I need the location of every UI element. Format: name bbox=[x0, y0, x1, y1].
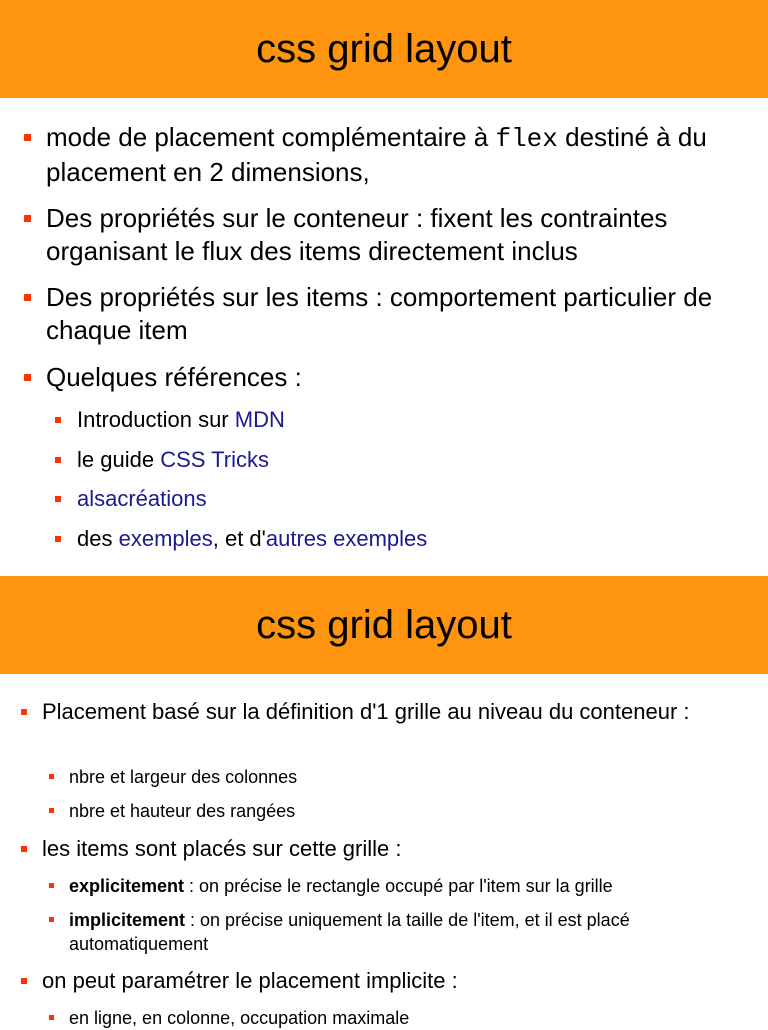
explicitement-term: explicitement bbox=[69, 876, 185, 896]
square-bullet-icon bbox=[21, 846, 27, 852]
square-bullet-icon bbox=[24, 294, 31, 301]
text-segment: des bbox=[77, 526, 119, 551]
square-bullet-icon bbox=[49, 917, 54, 922]
square-bullet-icon bbox=[49, 1015, 54, 1020]
slide1-item-1-text bbox=[46, 121, 766, 189]
slide2-item-3-text: on peut paramétrer le placement implicite : bbox=[42, 968, 458, 993]
slide2-title: css grid layout bbox=[256, 602, 512, 647]
text-segment: : on précise uniquement la taille de l'item, et il est placé automatiquement bbox=[69, 910, 630, 954]
square-bullet-icon bbox=[55, 536, 61, 542]
slide2-item-2-text: les items sont placés sur cette grille : bbox=[42, 836, 402, 861]
css-tricks-link[interactable]: CSS Tricks bbox=[160, 447, 269, 472]
slide2-title-banner bbox=[0, 576, 768, 674]
slide1-item-3-text: Des propriétés sur les items : comportement particulier de chaque item bbox=[46, 282, 713, 345]
text-segment: le guide bbox=[77, 447, 161, 472]
square-bullet-icon bbox=[49, 808, 54, 813]
flex-code: flex bbox=[495, 124, 558, 154]
slide1-item-4-text: Quelques références : bbox=[46, 362, 302, 392]
text-segment: mode de placement complémentaire à bbox=[46, 122, 496, 152]
exemples-link[interactable]: exemples bbox=[118, 526, 213, 551]
slide1-title: css grid layout bbox=[256, 26, 512, 71]
text-segment: destiné à du placement en 2 dimensions, bbox=[46, 122, 707, 187]
slide2-subitem-1-text: nbre et largeur des colonnes bbox=[69, 767, 298, 787]
text-segment: , et d' bbox=[212, 526, 266, 551]
square-bullet-icon bbox=[55, 417, 61, 423]
square-bullet-icon bbox=[55, 496, 61, 502]
square-bullet-icon bbox=[49, 774, 54, 779]
square-bullet-icon bbox=[24, 215, 31, 222]
square-bullet-icon bbox=[55, 457, 61, 463]
square-bullet-icon bbox=[24, 134, 31, 141]
slide1-item-2-text: Des propriétés sur le conteneur : fixent les contraintes organisant le flux des items directement inclus bbox=[46, 203, 668, 266]
slide2-item-1-text: Placement basé sur la définition d'1 grille au niveau du conteneur : bbox=[42, 699, 690, 724]
square-bullet-icon bbox=[24, 374, 31, 381]
square-bullet-icon bbox=[49, 883, 54, 888]
alsacreations-link[interactable]: alsacréations bbox=[77, 486, 207, 511]
slide2-subitem-5-text: en ligne, en colonne, occupation maximale bbox=[69, 1008, 410, 1028]
slide2-subitem-2-text: nbre et hauteur des rangées bbox=[69, 801, 296, 821]
slide1-title-banner bbox=[0, 0, 768, 98]
mdn-link[interactable]: MDN bbox=[234, 407, 285, 432]
square-bullet-icon bbox=[21, 709, 27, 715]
autres-exemples-link[interactable]: autres exemples bbox=[265, 526, 428, 551]
square-bullet-icon bbox=[21, 978, 27, 984]
text-segment: Introduction sur bbox=[77, 407, 235, 432]
text-segment: : on précise le rectangle occupé par l'item sur la grille bbox=[184, 876, 613, 896]
implicitement-term: implicitement bbox=[69, 910, 186, 930]
